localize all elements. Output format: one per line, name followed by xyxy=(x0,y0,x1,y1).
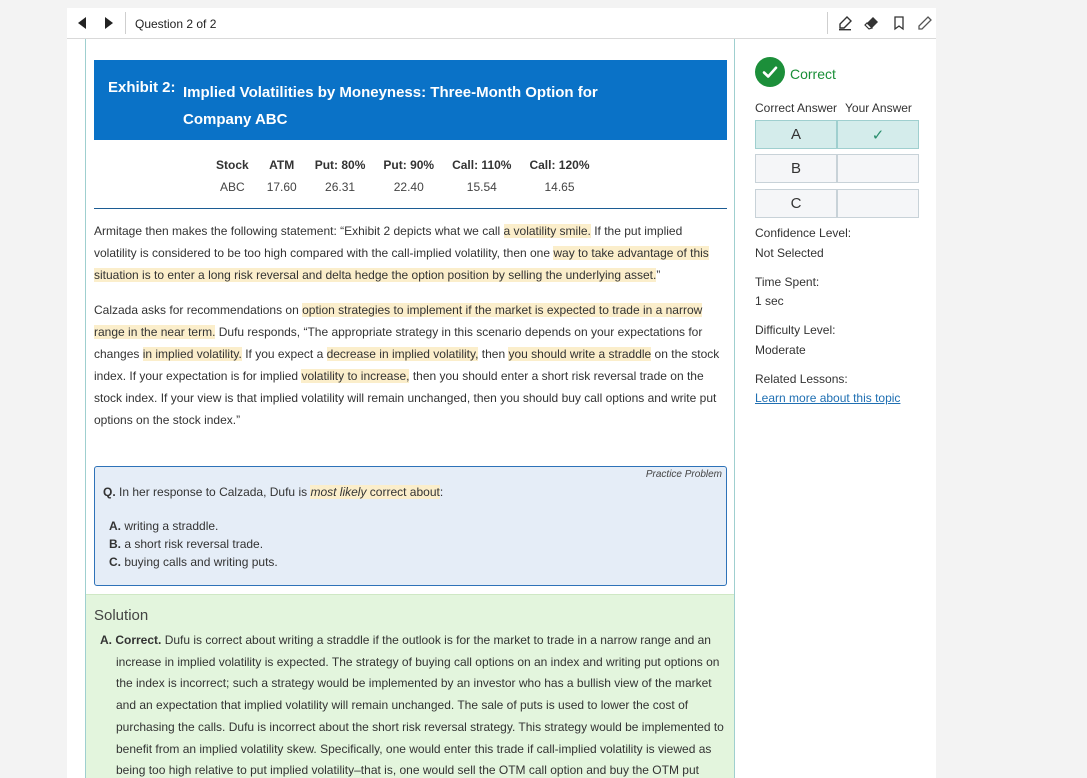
bookmark-button[interactable] xyxy=(891,15,907,31)
related-lessons-label: Related Lessons: xyxy=(755,372,848,386)
vignette-paragraph-armitage: Armitage then makes the following statement: “Exhibit 2 depicts what we call a volatility smile. If the put implied volatility is considered to be too high compared with the call-implied volatility, then one way to take advantage of this situation is to enter a long risk reversal and delta hedge the option position by selling the underlying asset.” xyxy=(94,224,709,282)
time-spent-label: Time Spent: xyxy=(755,275,820,289)
eraser-icon xyxy=(864,15,880,31)
pencil-icon xyxy=(917,15,933,31)
your-answer-cell-b xyxy=(837,154,919,183)
bookmark-icon xyxy=(891,15,907,31)
question-counter: Question 2 of 2 xyxy=(135,17,217,31)
answer-option-a[interactable]: A. writing a straddle. xyxy=(109,519,219,533)
exhibit-title: Implied Volatilities by Moneyness: Three-Month Option for Company ABC xyxy=(183,84,598,128)
table-cell: 17.60 xyxy=(266,180,297,194)
check-icon: ✓ xyxy=(871,126,885,144)
highlighted-text[interactable]: volatility to increase, xyxy=(301,369,410,383)
highlighted-text[interactable]: way to take advantage of this situation is to enter a long risk reversal and delta hedge the option position by selling the underlying asset. xyxy=(94,246,709,282)
table-cell: 14.65 xyxy=(544,180,575,194)
table-header: Call: 120% xyxy=(529,158,590,172)
table-cell: 15.54 xyxy=(466,180,497,194)
highlighter-icon xyxy=(837,15,853,31)
highlighter-tool-button[interactable] xyxy=(837,15,853,31)
notes-tool-button[interactable] xyxy=(917,15,933,31)
table-row xyxy=(207,176,599,198)
correct-answer-cell-a: A xyxy=(755,120,837,149)
your-answer-cell-a xyxy=(837,120,919,149)
your-answer-cell-c xyxy=(837,189,919,218)
correct-answer-cell-b: B xyxy=(755,154,837,183)
your-answer-header: Your Answer xyxy=(845,101,912,115)
table-header: ATM xyxy=(269,158,295,172)
question-window xyxy=(67,8,936,778)
answer-option-c[interactable]: C. buying calls and writing puts. xyxy=(109,555,278,569)
highlighted-text[interactable]: a volatility smile. xyxy=(503,224,591,238)
exhibit-label: Exhibit 2: xyxy=(108,79,176,96)
correct-answer-cell-c: C xyxy=(755,189,837,218)
table-header: Call: 110% xyxy=(452,158,512,172)
check-circle-icon xyxy=(755,57,785,87)
highlighted-text[interactable]: you should write a straddle xyxy=(508,347,652,361)
toolbar-divider xyxy=(827,12,828,34)
answer-option-b[interactable]: B. a short risk reversal trade. xyxy=(109,537,264,551)
difficulty-value: Moderate xyxy=(755,343,806,357)
table-header: Stock xyxy=(216,158,249,172)
clipped-previous-line xyxy=(94,39,724,42)
question-stem: Q. In her response to Calzada, Dufu is most likely correct about: xyxy=(103,485,444,499)
confidence-value: Not Selected xyxy=(755,246,824,260)
solution-text: A. Correct. Dufu is correct about writing a straddle if the outlook is for the market to trade in a narrow range and an increase in implied volatility is expected. The strategy of buying call options on an index and writing put options on the index is incorrect; such a strategy would be implemented by an investor who has a bullish view of the market and an expectation that implied volatility will remain unchanged. The sale of puts is used to lower the cost of purchasing the calls. Dufu is incorrect about the short risk reversal strategy. This strategy would be implemented to benefit from an implied volatility skew. Specifically, one would enter this trade if call-implied volatility is viewed as being too high relative to put implied volatility–that is, one would sell the OTM call option and buy the OTM put xyxy=(100,633,724,778)
table-cell: ABC xyxy=(220,180,245,194)
question-content-pane[interactable] xyxy=(85,39,735,778)
caret-right-icon xyxy=(104,17,114,29)
highlighted-text[interactable]: decrease in implied volatility, xyxy=(326,347,479,361)
eraser-tool-button[interactable] xyxy=(864,15,880,31)
table-cell: 22.40 xyxy=(393,180,424,194)
practice-problem-label: Practice Problem xyxy=(645,469,722,480)
previous-question-button[interactable] xyxy=(75,16,89,30)
correct-answer-header: Correct Answer xyxy=(755,101,838,115)
table-bottom-rule xyxy=(94,208,727,209)
highlighted-text[interactable]: most likely correct about xyxy=(310,485,440,499)
exhibit-table xyxy=(207,154,599,198)
practice-question-box xyxy=(94,466,727,586)
table-header: Put: 90% xyxy=(383,158,435,172)
result-status: Correct xyxy=(790,66,836,82)
confidence-label: Confidence Level: xyxy=(755,226,852,240)
next-question-button[interactable] xyxy=(102,16,116,30)
highlighted-text[interactable]: option strategies to implement if the market is expected to trade in a narrow range in the near term. xyxy=(94,303,703,339)
toolbar-divider xyxy=(125,12,126,34)
solution-heading: Solution xyxy=(94,607,149,624)
exhibit-header xyxy=(94,60,727,140)
table-cell: 26.31 xyxy=(325,180,356,194)
table-header: Put: 80% xyxy=(314,158,366,172)
highlighted-text[interactable]: in implied volatility. xyxy=(142,347,242,361)
caret-left-icon xyxy=(77,17,87,29)
time-spent-value: 1 sec xyxy=(755,294,784,308)
difficulty-label: Difficulty Level: xyxy=(755,323,836,337)
solution-panel xyxy=(86,594,735,778)
top-toolbar xyxy=(67,8,936,39)
vignette-paragraph-calzada: Calzada asks for recommendations on option strategies to implement if the market is expected to trade in a narrow range in the near term. Dufu responds, “The appropriate strategy in this scenario depends on your expectations for changes in implied volatility. If you expect a decrease in implied volatility, then you should write a straddle on the stock index. If your expectation is for implied volatility to increase, then you should enter a short risk reversal trade on the stock index. If your view is that implied volatility will remain unchanged, then you should buy call options and write put options on the stock index.” xyxy=(94,303,720,427)
related-lesson-link[interactable]: Learn more about this topic xyxy=(755,391,901,405)
